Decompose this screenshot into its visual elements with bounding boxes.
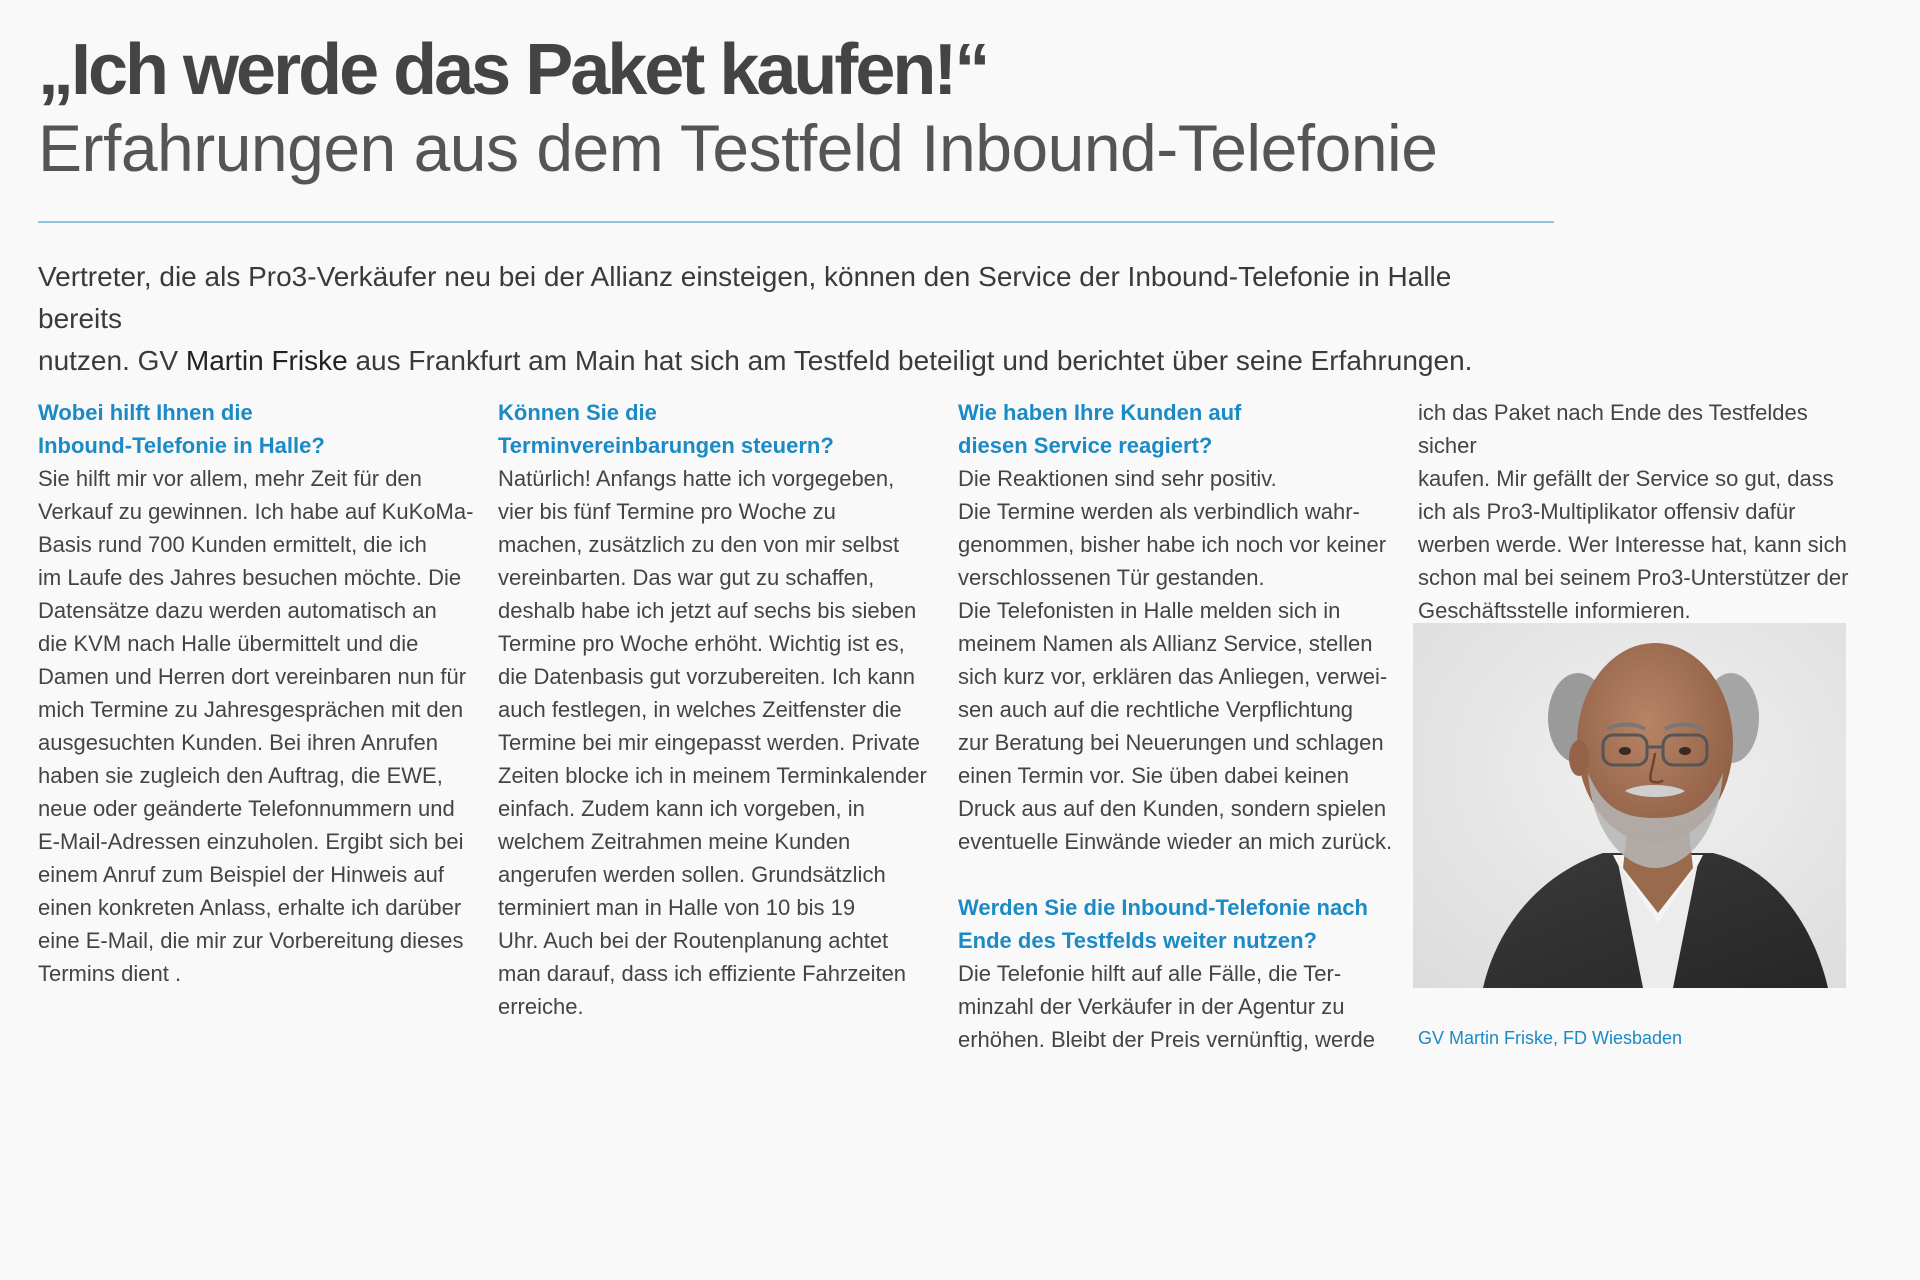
column-3 (958, 396, 1398, 1056)
answer-text (498, 462, 938, 1023)
answer-line: meinem Namen als Allianz Service, stellen (958, 631, 1373, 656)
answer-line: Termine bei mir eingepasst werden. Private (498, 730, 920, 755)
lead-person-name: Martin Friske (185, 345, 348, 376)
answer-line: auch festlegen, in welches Zeitfenster die (498, 697, 902, 722)
answer-line: vereinbarten. Das war gut zu schaffen, (498, 565, 875, 590)
article-lead (38, 256, 1538, 382)
answer-line: erreiche. (498, 994, 584, 1019)
answer-line: minzahl der Verkäufer in der Agentur zu (958, 994, 1345, 1019)
lead-line-2-prefix: nutzen. GV (38, 345, 186, 376)
question-line: Inbound-Telefonie in Halle? (38, 433, 325, 458)
answer-line: haben sie zugleich den Auftrag, die EWE, (38, 763, 443, 788)
answer-text (958, 462, 1398, 858)
question-line: diesen Service reagiert? (958, 433, 1213, 458)
answer-line: im Laufe des Jahres besuchen möchte. Die (38, 565, 462, 590)
answer-text (38, 462, 478, 990)
answer-text (958, 957, 1398, 1056)
answer-line: die KVM nach Halle übermittelt und die (38, 631, 419, 656)
answer-line: Natürlich! Anfangs hatte ich vorgegeben, (498, 466, 895, 491)
article-title: „Ich werde das Paket kaufen!“ (38, 30, 988, 110)
answer-line: Geschäftsstelle informieren. (1418, 598, 1691, 623)
answer-line: Die Telefonisten in Halle melden sich in (958, 598, 1341, 623)
question-line: Wie haben Ihre Kunden auf (958, 400, 1242, 425)
answer-line: ich das Paket nach Ende des Testfeldes sicher (1418, 400, 1808, 458)
question-line: Ende des Testfelds weiter nutzen? (958, 928, 1317, 953)
answer-line: Die Termine werden als verbindlich wahr- (958, 499, 1360, 524)
answer-line: Sie hilft mir vor allem, mehr Zeit für den (38, 466, 422, 491)
answer-line: ausgesuchten Kunden. Bei ihren Anrufen (38, 730, 438, 755)
answer-line: eventuelle Einwände wieder an mich zurück. (958, 829, 1393, 854)
question-heading (958, 891, 1398, 957)
answer-line: Datensätze dazu werden automatisch an (38, 598, 437, 623)
answer-line: schon mal bei seinem Pro3-Unterstützer der (1418, 565, 1849, 590)
answer-line: werben werde. Wer Interesse hat, kann sich (1418, 532, 1847, 557)
answer-line: welchem Zeitrahmen meine Kunden (498, 829, 851, 854)
question-heading (498, 396, 938, 462)
answer-line: kaufen. Mir gefällt der Service so gut, dass (1418, 466, 1834, 491)
answer-line: genommen, bisher habe ich noch vor keiner (958, 532, 1387, 557)
photo-caption: GV Martin Friske, FD Wiesbaden (1418, 1028, 1683, 1048)
answer-line: angerufen werden sollen. Grundsätzlich (498, 862, 886, 887)
answer-text (1418, 396, 1858, 627)
question-heading (958, 396, 1398, 462)
answer-line: ich als Pro3-Multiplikator offensiv dafür (1418, 499, 1796, 524)
answer-line: Basis rund 700 Kunden ermittelt, die ich (38, 532, 427, 557)
answer-line: Die Reaktionen sind sehr positiv. (958, 466, 1277, 491)
answer-line: Zeiten blocke ich in meinem Terminkalender (498, 763, 927, 788)
answer-line: Verkauf zu gewinnen. Ich habe auf KuKoMa- (38, 499, 474, 524)
question-line: Können Sie die (498, 400, 657, 425)
answer-line: machen, zusätzlich zu den von mir selbst (498, 532, 900, 557)
answer-line: sen auch auf die rechtliche Verpflichtung (958, 697, 1354, 722)
answer-line: zur Beratung bei Neuerungen und schlagen (958, 730, 1384, 755)
column-2 (498, 396, 938, 1023)
answer-line: Uhr. Auch bei der Routenplanung achtet (498, 928, 889, 953)
column-1 (38, 396, 478, 990)
answer-line: sich kurz vor, erklären das Anliegen, verwei- (958, 664, 1388, 689)
answer-line: mich Termine zu Jahresgesprächen mit den (38, 697, 464, 722)
answer-line: einen Termin vor. Sie üben dabei keinen (958, 763, 1349, 788)
answer-line: die Datenbasis gut vorzubereiten. Ich kann (498, 664, 916, 689)
answer-line: Termine pro Woche erhöht. Wichtig ist es, (498, 631, 905, 656)
answer-line: man darauf, dass ich effiziente Fahrzeiten (498, 961, 907, 986)
answer-line: terminiert man in Halle von 10 bis 19 (498, 895, 856, 920)
portrait-photo (1413, 623, 1846, 988)
lead-line-1: Vertreter, die als Pro3-Verkäufer neu bei der Allianz einsteigen, können den Service der Inbound-Telefonie in Halle bereits (38, 261, 1452, 334)
question-line: Terminvereinbarungen steuern? (498, 433, 834, 458)
answer-line: vier bis fünf Termine pro Woche zu (498, 499, 836, 524)
answer-line: eine E-Mail, die mir zur Vorbereitung dieses (38, 928, 464, 953)
header-divider (38, 221, 1554, 223)
question-heading (38, 396, 478, 462)
answer-line: deshalb habe ich jetzt auf sechs bis sieben (498, 598, 917, 623)
answer-line: neue oder geänderte Telefonnummern und (38, 796, 455, 821)
answer-line: verschlossenen Tür gestanden. (958, 565, 1265, 590)
article-subtitle: Erfahrungen aus dem Testfeld Inbound-Telefonie (38, 111, 1438, 185)
answer-line: Druck aus auf den Kunden, sondern spielen (958, 796, 1387, 821)
answer-line: einfach. Zudem kann ich vorgeben, in (498, 796, 865, 821)
column-4 (1418, 396, 1858, 627)
answer-line: E-Mail-Adressen einzuholen. Ergibt sich bei (38, 829, 464, 854)
answer-line: einem Anruf zum Beispiel der Hinweis auf (38, 862, 444, 887)
question-line: Wobei hilft Ihnen die (38, 400, 253, 425)
paragraph-gap (958, 858, 1398, 891)
lead-line-2-suffix: aus Frankfurt am Main hat sich am Testfeld beteiligt und berichtet über seine Erfahrungen. (347, 345, 1473, 376)
answer-line: einen konkreten Anlass, erhalte ich darüber (38, 895, 462, 920)
answer-line: Termins dient . (38, 961, 182, 986)
question-line: Werden Sie die Inbound-Telefonie nach (958, 895, 1368, 920)
answer-line: Damen und Herren dort vereinbaren nun für (38, 664, 467, 689)
portrait-illustration (1413, 623, 1846, 988)
answer-line: erhöhen. Bleibt der Preis vernünftig, werde (958, 1027, 1376, 1052)
answer-line: Die Telefonie hilft auf alle Fälle, die Ter- (958, 961, 1342, 986)
